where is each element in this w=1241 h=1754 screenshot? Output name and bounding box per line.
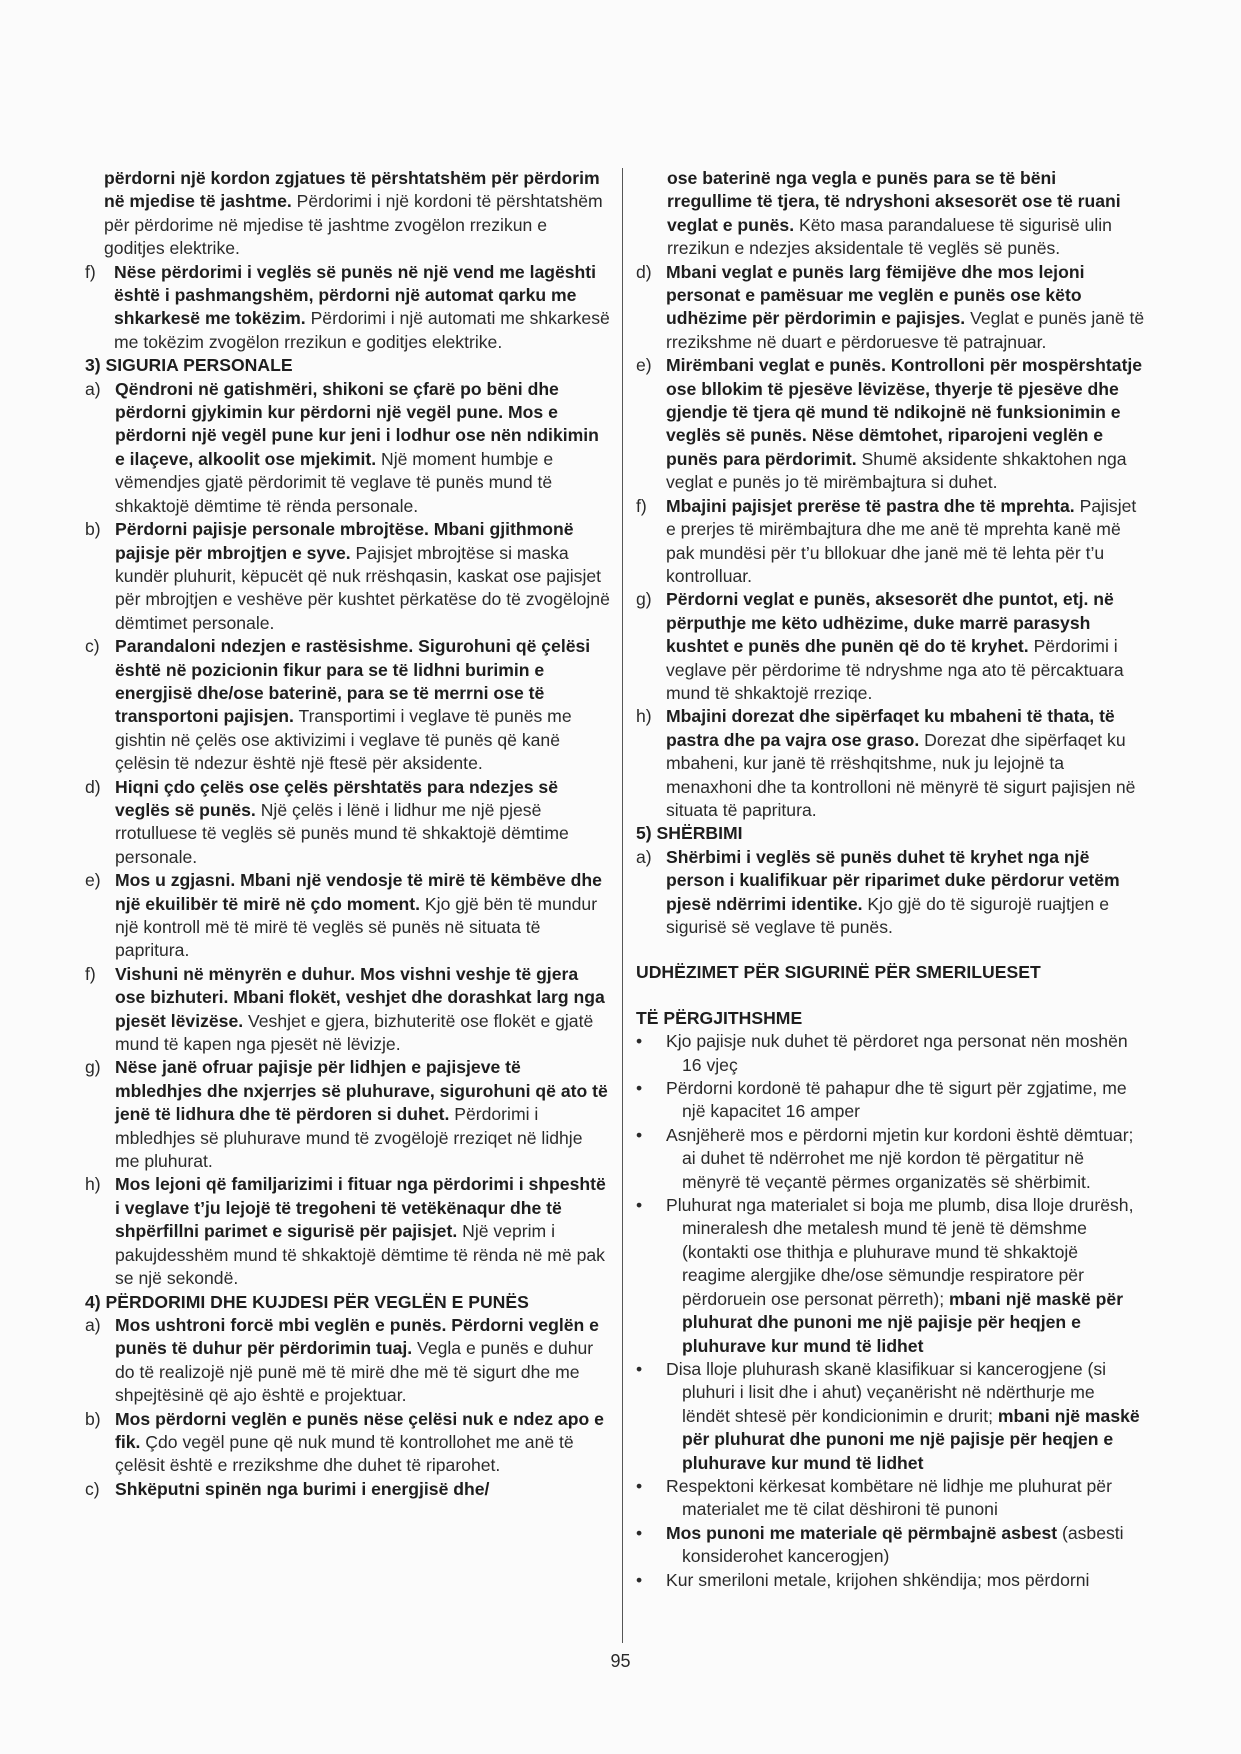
bullet-item: • Kjo pajisje nuk duhet të përdoret nga personat nën moshën 16 vjeç <box>636 1031 1128 1075</box>
page-number: 95 <box>610 1651 631 1671</box>
list-item: f) Mbajini pajisjet prerëse të pastra dhe të mprehta. Pajisjet e prerjes të mirëmbajtura dhe me anë të mprehta kanë më pak mundësi për t’u bllokuar dhe janë më të lehta për t’u kontrolluar. <box>636 495 1137 586</box>
right-column <box>636 167 1146 1592</box>
list-item: b) Mos përdorni veglën e punës nëse çelësi nuk e ndez apo e fik. Çdo vegël pune që nuk mund të kontrollohet me anë të çelësit është e rrezikshme dhe duhet të riparohet. <box>85 1408 604 1476</box>
list-item: d) Hiqni çdo çelës ose çelës përshtatës para ndezjes së veglës së punës. Një çelës i lënë i lidhur me një pjesë rrotulluese të veglës së punës mund të shkaktojë dëmtime personale. <box>85 776 569 867</box>
list-item: f) Vishuni në mënyrën e duhur. Mos vishni veshje të gjera ose bizhuteri. Mbani flokët, veshjet dhe dorashkat larg nga pjesët lëvizëse. Veshjet e gjera, bizhuteritë ose flokët e gjatë mund të kapen nga pjesët në lëvizje. <box>85 963 605 1055</box>
list-item: c) Shkëputni spinën nga burimi i energjisë dhe/ <box>85 1478 490 1499</box>
list-item: a) Qëndroni në gatishmëri, shikoni se çfarë po bëni dhe përdorni gjykimin kur përdorni një vegël pune. Mos e përdorni një vegël pune kur jeni i lodhur ose nën ndikimin e ilaçeve, alkoolit ose mjekimit. Një moment humbje e vëmendjes gjatë përdorimit të veglave të punës mund të shkaktojë dëmtime të rënda personale. <box>85 378 599 516</box>
section-heading: 5) SHËRBIMI <box>636 823 743 844</box>
list-item: f) Nëse përdorimi i veglës së punës në një vend me lagështi është i pashmangshëm, përdorni një automat qarku me shkarkesë me tokëzim. Përdorimi i një automati me shkarkesë me tokëzim zvogëlon rrezikun e goditjes elektrike. <box>85 261 610 352</box>
bullet-item: • Pluhurat nga materialet si boja me plumb, disa lloje drurësh, mineralesh dhe metalesh mund të jenë të dëmshme (kontakti ose thithja e pluhurave mund të shkaktojë reagime alergjike dhe/ose sëmundje respiratore për përdoruein ose personat përreth); mbani një maskë për pluhurat dhe punoni me një pajisje për heqjen e pluhurave kur mund të lidhet <box>636 1195 1134 1356</box>
list-item: h) Mbajini dorezat dhe sipërfaqet ku mbaheni të thata, të pastra dhe pa vajra ose graso. Dorezat dhe sipërfaqet ku mbaheni, kur janë të rrëshqitshme, nuk ju lejojnë ta menaxhoni dhe ta kontrolloni në mënyrë të sigurt pajisjen në situata të papritura. <box>636 706 1136 820</box>
list-item: a) Shërbimi i veglës së punës duhet të kryhet nga një person i kualifikuar për riparimet duke përdorur vetëm pjesë ndërrimi identike. Kjo gjë do të sigurojë ruajtjen e sigurisë së veglave të punës. <box>636 846 1120 937</box>
list-item: e) Mirëmbani veglat e punës. Kontrolloni për mospërshtatje ose bllokim të pjesëve lëvizëse, thyerje të pjesëve dhe gjendje të tjera që mund të ndikojnë në funksionimin e veglës së punës. Nëse dëmtohet, riparojeni veglën e punës para përdorimit. Shumë aksidente shkaktohen nga veglat e punës jo të mirëmbajtura si duhet. <box>636 355 1143 493</box>
continuation-paragraph: përdorni një kordon zgjatues të përshtatshëm për përdorim në mjedise të jashtme. Përdorimi i një kordoni të përshtatshëm për përdorime në mjedise të jashtme zvogëlon rrezikun e goditjes elektrike. <box>104 168 603 259</box>
bullet-item: • Disa lloje pluhurash skanë klasifikuar si kancerogjene (si pluhuri i lisit dhe i ahut) veçanërisht në ndërthurje me lëndët shtesë për kondicionimin e drurit; mbani një maskë për pluhurat dhe punoni me një pajisje për heqjen e pluhurave kur mund të lidhet <box>636 1358 1140 1473</box>
list-item: d) Mbani veglat e punës larg fëmijëve dhe mos lejoni personat e pamësuar me veglën e punës ose këto udhëzime për përdorimin e pajisjes. Veglat e punës janë të rrezikshme në duart e përdoruesve të patrajnuar. <box>636 261 1145 352</box>
list-item: e) Mos u zgjasni. Mbani një vendosje të mirë të këmbëve dhe një ekuilibër të mirë në çdo moment. Kjo gjë bën të mundur një kontroll më të mirë të veglës së punës në situata të papritura. <box>85 870 602 961</box>
list-item: g) Nëse janë ofruar pajisje për lidhjen e pajisjeve të mbledhjes dhe nxjerrjes së pluhurave, sigurohuni që ato të jenë të lidhura dhe të përdoren si duhet. Përdorimi i mbledhjes së pluhurave mund të zvogëlojë rreziqet në lidhje me pluhurat. <box>85 1057 608 1172</box>
column-divider <box>622 168 623 1643</box>
section-heading: 3) SIGURIA PERSONALE <box>85 355 293 376</box>
bullet-item: • Përdorni kordonë të pahapur dhe të sigurt për zgjatime, me një kapacitet 16 amper <box>636 1078 1127 1122</box>
continuation-paragraph: ose baterinë nga vegla e punës para se të bëni rregullime të tjera, të ndryshoni aksesorët ose të ruani veglat e punës. Këto masa parandaluese të sigurisë ulin rrezikun e ndezjes aksidentale të veglës së punës. <box>667 168 1121 259</box>
list-item: g) Përdorni veglat e punës, aksesorët dhe puntot, etj. në përputhje me këto udhëzime, duke marrë parasysh kushtet e punës dhe punën që do të kryhet. Përdorimi i veglave për përdorime të ndryshme nga ato të përcaktuara mund të shkaktojë rreziqe. <box>636 589 1124 703</box>
bullet-item: • Kur smeriloni metale, krijohen shkëndija; mos përdorni <box>636 1569 1090 1590</box>
bullet-item: • Respektoni kërkesat kombëtare në lidhje me pluhurat për materialet me të cilat dëshironi të punoni <box>636 1475 1112 1520</box>
section-heading: 4) PËRDORIMI DHE KUJDESI PËR VEGLËN E PUNËS <box>85 1291 529 1312</box>
general-heading: TË PËRGJITHSHME <box>636 1007 803 1028</box>
list-item: b) Përdorni pajisje personale mbrojtëse. Mbani gjithmonë pajisje për mbrojtjen e syve. Pajisjet mbrojtëse si maska kundër pluhurit, këpucët që nuk rrëshqasin, kaskat ose pajisjet për mbrojtjen e veshëve për kushtet përkatëse do të zvogëlojnë dëmtimet personale. <box>85 519 610 633</box>
bullet-item: • Asnjëherë mos e përdorni mjetin kur kordoni është dëmtuar; ai duhet të ndërrohet me një kordon të përgatitur në mënyrë të veçantë përmes organizatës së shërbimit. <box>636 1124 1134 1192</box>
list-item: c) Parandaloni ndezjen e rastësishme. Sigurohuni që çelësi është në pozicionin fikur para se të lidhni burimin e energjisë dhe/ose baterinë, para se të merrni ose të transportoni pajisjen. Transportimi i veglave të punës me gishtin në çelës ose aktivizimi i veglave të punës që kanë çelësin të ndezur është një ftesë për aksidente. <box>85 636 591 774</box>
bullet-item: • Mos punoni me materiale që përmbajnë asbest (asbesti konsiderohet kancerogjen) <box>636 1522 1124 1567</box>
list-item: h) Mos lejoni që familjarizimi i fituar nga përdorimi i shpeshtë i veglave t’ju lejojë të tregoheni të vetëkënaqur dhe të shpërfillni parimet e sigurisë për pajisjet. Një veprim i pakujdesshëm mund të shkaktojë dëmtime të rënda në më pak se një sekondë. <box>85 1174 606 1289</box>
safety-heading: UDHËZIMET PËR SIGURINË PËR SMERILUESET <box>636 962 1041 983</box>
left-column <box>85 167 610 1501</box>
list-item: a) Mos ushtroni forcë mbi veglën e punës. Përdorni veglën e punës të duhur për përdorimin tuaj. Vegla e punës e duhur do të realizojë një punë më të mirë dhe më të sigurt dhe me shpejtësinë që ajo është e projektuar. <box>85 1314 599 1406</box>
